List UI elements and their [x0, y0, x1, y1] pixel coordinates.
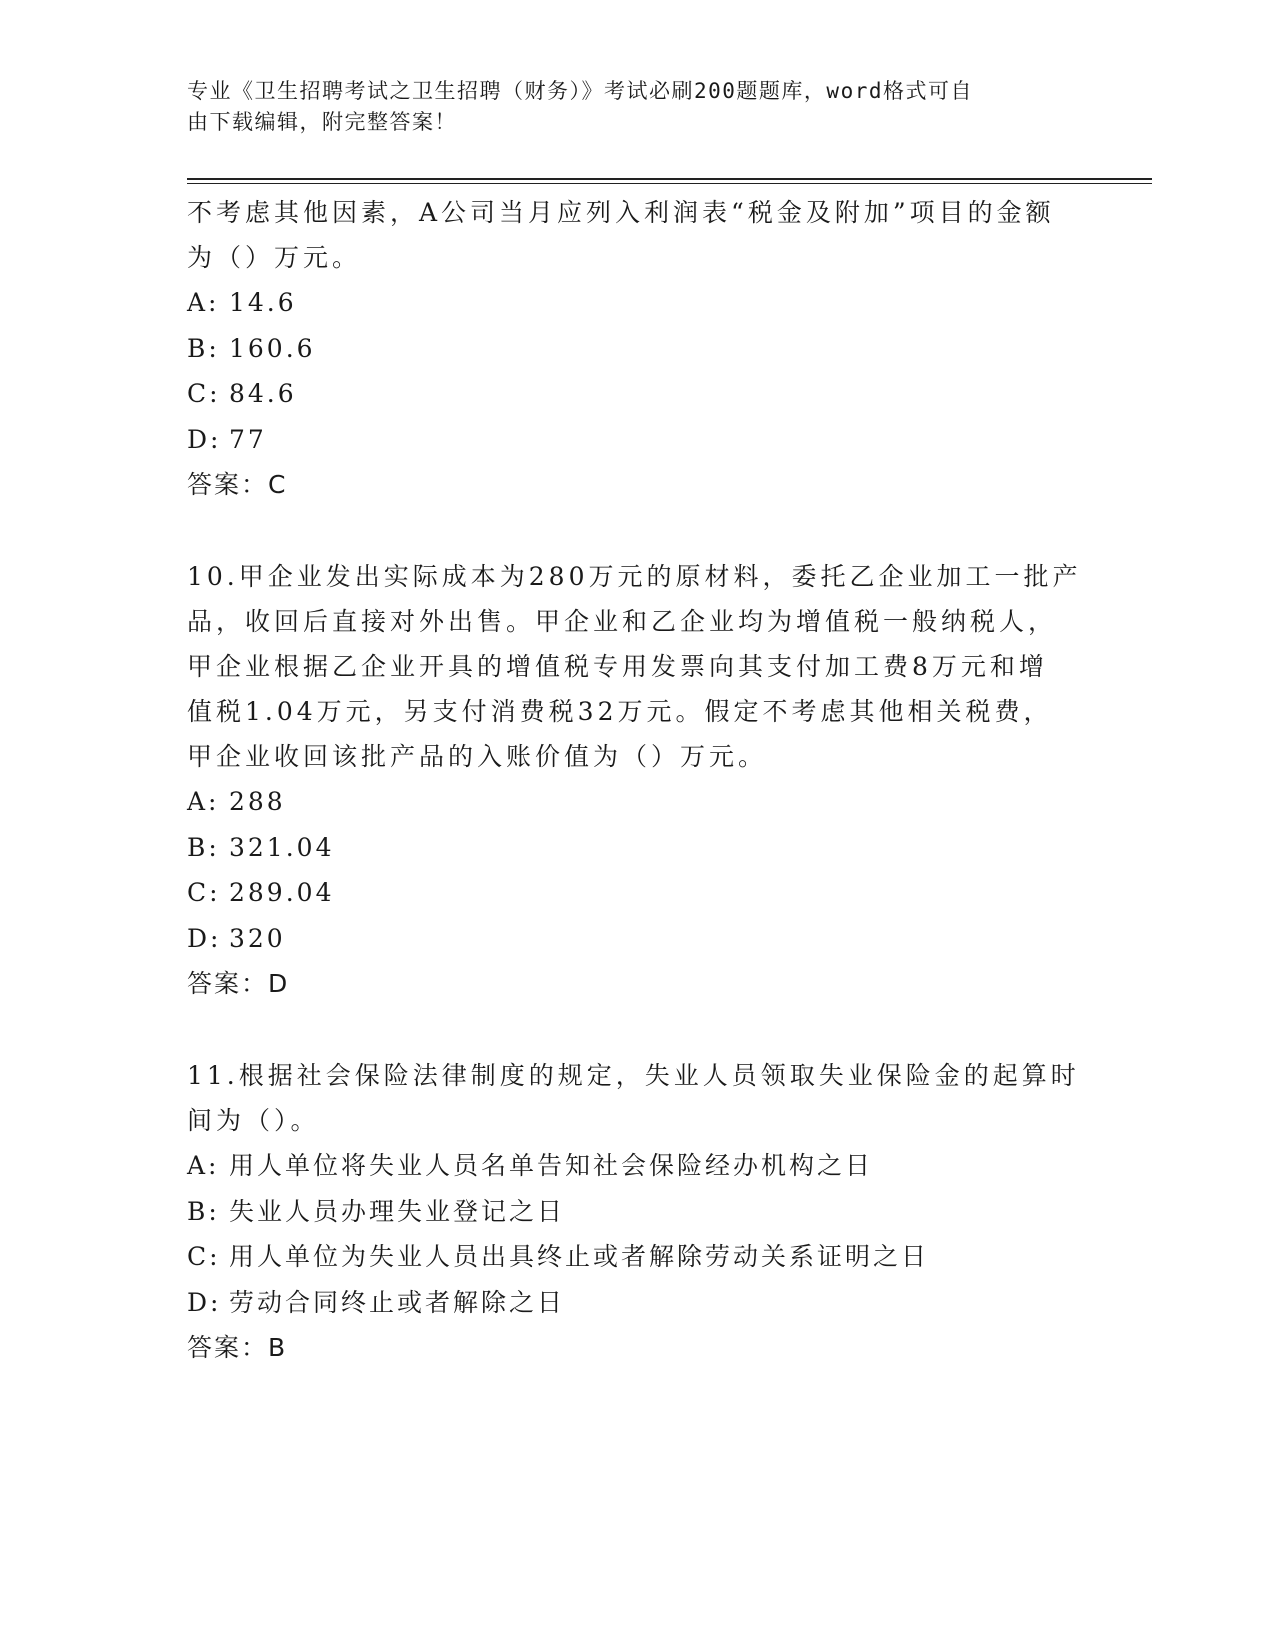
option-text: 用人单位将失业人员名单告知社会保险经办机构之日 — [229, 1151, 874, 1180]
option-text: 失业人员办理失业登记之日 — [229, 1196, 566, 1226]
option-text: 320 — [229, 923, 286, 953]
header-divider-thick — [187, 178, 1152, 180]
option-c — [187, 371, 1087, 417]
option-text: 289.04 — [229, 878, 335, 907]
question-stem-line: 10.甲企业发出实际成本为280万元的原材料，委托乙企业加工一批产 — [187, 562, 1082, 591]
option-key: B: — [187, 333, 220, 363]
question-stem-line: 甲企业收回该批产品的入账价值为（）万元。 — [187, 742, 768, 771]
question-stem-line: 值税1.04万元，另支付消费税32万元。假定不考虑其他相关税费， — [187, 697, 1053, 726]
option-key: D: — [187, 923, 222, 953]
option-a — [187, 280, 1087, 326]
header-title-line-1: 专业《卫生招聘考试之卫生招聘（财务）》考试必刷200题题库，word格式可自 — [187, 79, 973, 103]
question-item — [187, 554, 1087, 1006]
option-text: 321.04 — [229, 832, 335, 862]
question-item — [187, 1053, 1087, 1370]
answer-line: 答案：D — [187, 969, 290, 998]
question-stem-line: 甲企业根据乙企业开具的增值税专用发票向其支付加工费8万元和增 — [187, 652, 1048, 681]
option-key: A: — [187, 288, 220, 317]
option-text: 用人单位为失业人员出具终止或者解除劳动关系证明之日 — [229, 1242, 930, 1271]
option-b — [187, 1189, 1087, 1235]
answer-line: 答案：C — [187, 470, 288, 499]
question-stem-line: 为（）万元。 — [187, 243, 362, 272]
option-text: 84.6 — [229, 379, 297, 408]
question-item — [187, 190, 1087, 507]
option-key: C: — [187, 379, 221, 408]
option-text: 288 — [229, 787, 286, 816]
option-key: B: — [187, 1196, 220, 1226]
option-b — [187, 825, 1087, 871]
answer-line: 答案：B — [187, 1333, 288, 1362]
option-text: 14.6 — [229, 288, 297, 317]
question-list — [187, 190, 1087, 1417]
option-c — [187, 1234, 1087, 1280]
question-stem-line: 11.根据社会保险法律制度的规定，失业人员领取失业保险金的起算时 — [187, 1061, 1080, 1090]
option-b — [187, 326, 1087, 372]
option-d — [187, 417, 1087, 463]
option-d — [187, 1280, 1087, 1326]
option-key: D: — [187, 424, 222, 454]
option-key: C: — [187, 1242, 221, 1271]
option-key: A: — [187, 787, 220, 816]
option-text: 160.6 — [229, 333, 316, 363]
option-text: 77 — [229, 424, 267, 454]
option-a — [187, 1143, 1087, 1189]
option-text: 劳动合同终止或者解除之日 — [229, 1287, 566, 1317]
question-stem-line: 不考虑其他因素，A公司当月应列入利润表“税金及附加”项目的金额 — [187, 198, 1055, 227]
question-stem-line: 间为（）。 — [187, 1106, 320, 1135]
option-c — [187, 870, 1087, 916]
option-key: A: — [187, 1151, 220, 1180]
option-key: D: — [187, 1287, 222, 1317]
question-stem-line: 品，收回后直接对外出售。甲企业和乙企业均为增值税一般纳税人， — [187, 607, 1058, 636]
option-d — [187, 916, 1087, 962]
header-divider-thin — [187, 183, 1152, 184]
header-title-line-2: 由下载编辑，附完整答案！ — [187, 110, 457, 134]
option-key: B: — [187, 832, 220, 862]
document-header — [187, 76, 1067, 138]
option-key: C: — [187, 878, 221, 907]
option-a — [187, 779, 1087, 825]
